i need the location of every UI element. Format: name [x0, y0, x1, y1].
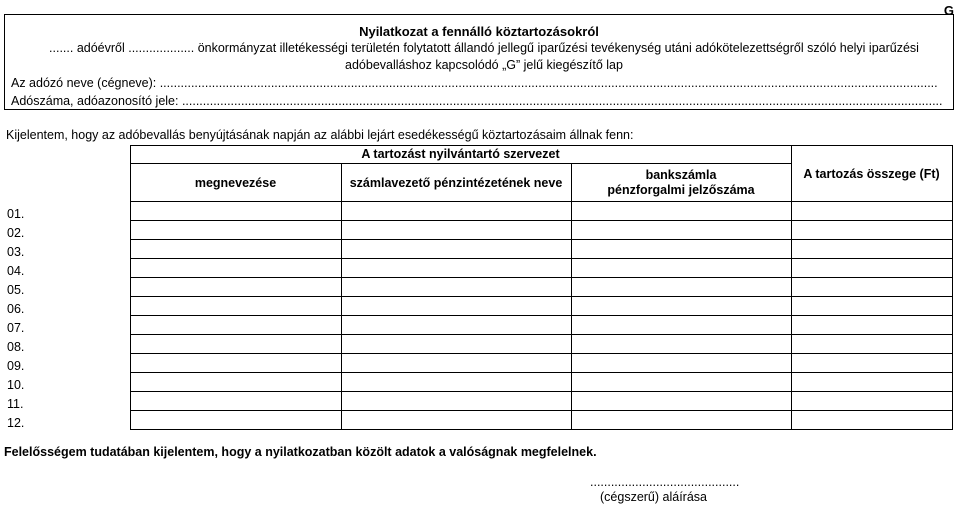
- account-cell[interactable]: [571, 392, 791, 411]
- col-header-account-line1: bankszámla: [645, 167, 717, 182]
- table-row: [4, 259, 952, 278]
- amount-cell[interactable]: [791, 411, 952, 430]
- amount-cell[interactable]: [791, 297, 952, 316]
- form-subtitle: ....... adóévről ................... önkormányzat illetékességi területén folytatott állandó jellegű iparűzési tevékenység utáni adókötelezettségről szóló helyi iparűzési adóbevalláshoz kapcsolódó „G” jelű kiegészítő lap: [49, 41, 919, 72]
- row-number: 12.: [7, 415, 25, 430]
- table-group-header-row: [4, 146, 952, 164]
- table-row: [4, 221, 952, 240]
- amount-cell[interactable]: [791, 202, 952, 221]
- table-row: [4, 354, 952, 373]
- col-header-amount: A tartozás összege (Ft): [791, 146, 952, 202]
- row-number: 06.: [7, 301, 25, 316]
- account-cell[interactable]: [571, 297, 791, 316]
- bank-cell[interactable]: [341, 259, 571, 278]
- name-cell[interactable]: [130, 335, 341, 354]
- account-cell[interactable]: [571, 259, 791, 278]
- bank-cell[interactable]: [341, 278, 571, 297]
- name-cell[interactable]: [130, 411, 341, 430]
- col-header-account: [571, 164, 791, 202]
- signature-line[interactable]: ...........................................: [590, 475, 740, 489]
- bank-cell[interactable]: [341, 373, 571, 392]
- account-cell[interactable]: [571, 202, 791, 221]
- account-cell[interactable]: [571, 316, 791, 335]
- name-cell[interactable]: [130, 373, 341, 392]
- amount-cell[interactable]: [791, 259, 952, 278]
- account-cell[interactable]: [571, 373, 791, 392]
- debt-statement: Kijelentem, hogy az adóbevallás benyújtásának napján az alábbi lejárt esedékességű köztartozásaim állnak fenn:: [6, 128, 634, 142]
- name-cell[interactable]: [130, 202, 341, 221]
- row-number: 01.: [7, 206, 25, 221]
- bank-cell[interactable]: [341, 316, 571, 335]
- amount-cell[interactable]: [791, 335, 952, 354]
- row-number: 04.: [7, 263, 25, 278]
- col-header-account-line2: pénzforgalmi jelzőszáma: [607, 182, 755, 197]
- group-header: A tartozást nyilvántartó szervezet: [130, 146, 791, 164]
- amount-cell[interactable]: [791, 392, 952, 411]
- bank-cell[interactable]: [341, 335, 571, 354]
- bank-cell[interactable]: [341, 354, 571, 373]
- name-cell[interactable]: [130, 297, 341, 316]
- account-cell[interactable]: [571, 335, 791, 354]
- signature-label: (cégszerű) aláírása: [600, 490, 707, 504]
- account-cell[interactable]: [571, 411, 791, 430]
- row-number: 09.: [7, 358, 25, 373]
- table-row: [4, 373, 952, 392]
- bank-cell[interactable]: [341, 202, 571, 221]
- bank-cell[interactable]: [341, 411, 571, 430]
- name-cell[interactable]: [130, 354, 341, 373]
- amount-cell[interactable]: [791, 240, 952, 259]
- table-row: [4, 278, 952, 297]
- account-cell[interactable]: [571, 354, 791, 373]
- amount-cell[interactable]: [791, 373, 952, 392]
- name-cell[interactable]: [130, 392, 341, 411]
- amount-cell[interactable]: [791, 278, 952, 297]
- col-header-name: megnevezése: [130, 164, 341, 202]
- col-header-bank: számlavezető pénzintézetének neve: [341, 164, 571, 202]
- amount-cell[interactable]: [791, 316, 952, 335]
- amount-cell[interactable]: [791, 221, 952, 240]
- table-row: [4, 335, 952, 354]
- account-cell[interactable]: [571, 221, 791, 240]
- bank-cell[interactable]: [341, 392, 571, 411]
- table-row: [4, 316, 952, 335]
- table-row: [4, 297, 952, 316]
- amount-cell[interactable]: [791, 354, 952, 373]
- row-number: 05.: [7, 282, 25, 297]
- name-cell[interactable]: [130, 221, 341, 240]
- bank-cell[interactable]: [341, 297, 571, 316]
- account-cell[interactable]: [571, 240, 791, 259]
- debts-table: [4, 145, 953, 430]
- row-number: 07.: [7, 320, 25, 335]
- taxpayer-name-field[interactable]: Az adózó neve (cégneve): ................................................................................................................................................................................................................................: [11, 76, 938, 90]
- declaration-text: Felelősségem tudatában kijelentem, hogy a nyilatkozatban közölt adatok a valóságnak megfelelnek.: [4, 445, 597, 459]
- table-row: [4, 202, 952, 221]
- row-number: 02.: [7, 225, 25, 240]
- name-cell[interactable]: [130, 240, 341, 259]
- form-letter-g: G: [943, 3, 954, 18]
- table-row: [4, 411, 952, 430]
- tax-id-field[interactable]: Adószáma, adóazonosító jele: ...........................................................................................................................................................................................................................: [11, 94, 943, 108]
- page-title: Nyilatkozat a fennálló köztartozásokról: [359, 24, 599, 39]
- header-box: [4, 14, 954, 110]
- row-number: 08.: [7, 339, 25, 354]
- table-row: [4, 240, 952, 259]
- row-number: 10.: [7, 377, 25, 392]
- account-cell[interactable]: [571, 278, 791, 297]
- row-number: 03.: [7, 244, 25, 259]
- bank-cell[interactable]: [341, 240, 571, 259]
- bank-cell[interactable]: [341, 221, 571, 240]
- name-cell[interactable]: [130, 259, 341, 278]
- table-row: [4, 392, 952, 411]
- name-cell[interactable]: [130, 278, 341, 297]
- name-cell[interactable]: [130, 316, 341, 335]
- row-number: 11.: [7, 396, 24, 411]
